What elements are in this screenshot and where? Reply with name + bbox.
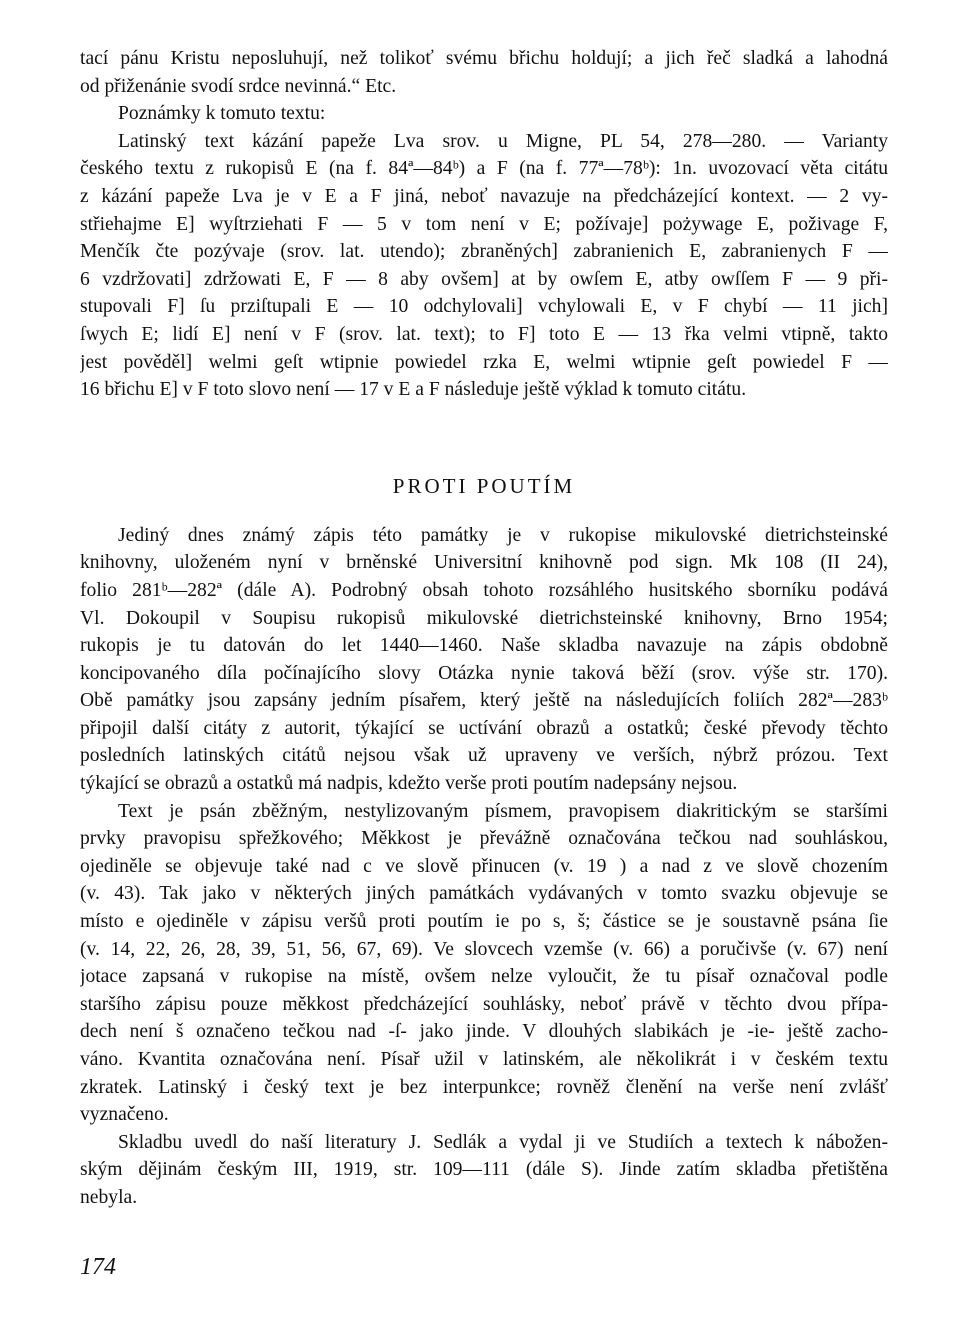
text-line: zkratek. Latinský i český text je bez interpunkce; rovněž členění na verše není zvlášť: [80, 1076, 888, 1098]
text-line: ſwych E; lidí E] není v F (srov. lat. text); to F] toto E — 13 řka velmi vtipně, takto: [80, 323, 888, 345]
text-line: Jediný dnes známý zápis této památky je v rukopise mikulovské dietrichsteinské: [118, 524, 888, 546]
text-line: staršího zápisu pouze měkkost předcházející souhlásky, neboť právě v těchto dvou přípa-: [80, 993, 888, 1015]
text-line: folio 281ᵇ—282ª (dále A). Podrobný obsah tohoto rozsáhlého husitského sborníku podává: [80, 579, 888, 601]
text-line: vyznačeno.: [80, 1104, 169, 1126]
text-line: týkající se obrazů a ostatků má nadpis, kdežto verše proti poutím nadepsány nejsou.: [80, 773, 738, 795]
text-line: z kázání papeže Lva je v E a F jiná, neboť navazuje na předcházející kontext. — 2 vy-: [80, 185, 888, 207]
notes-heading: Poznámky k tomuto textu:: [118, 103, 326, 125]
text-line: ským dějinám českým III, 1919, str. 109—111 (dále S). Jinde zatím skladba přetištěna: [80, 1159, 888, 1181]
paragraph-1: [80, 522, 888, 798]
text-line: připojil další citáty z autorit, týkající se uctívání obrazů a ostatků; české převody těchto: [80, 717, 888, 739]
text-line: českého textu z rukopisů E (na f. 84ª—84ᵇ) a F (na f. 77ª—78ᵇ): 1n. uvozovací věta citátu: [80, 158, 888, 180]
text-line: (v. 14, 22, 26, 28, 39, 51, 56, 67, 69). Ve slovcech vzemše (v. 66) a poručivše (v. 67) není: [80, 938, 888, 960]
text-line: 6 vzdržovati] zdržowati E, F — 8 aby ovšem] at by owſem E, atby owſſem F — 9 při-: [80, 268, 888, 290]
text-line: dech není š označeno tečkou nad -ſ- jako jinde. V dlouhých slabikách je -ie- ještě zacho-: [80, 1021, 888, 1043]
text-line: jotace zapsaná v rukopise na místě, ovšem nelze vyloučit, že tu písař označoval podle: [80, 966, 888, 988]
text-line: váno. Kvantita označována není. Písař užil v latinském, ale několikrát i v českém textu: [80, 1049, 888, 1070]
text-line: 16 břichu E] v F toto slovo není — 17 v E a F následuje ještě výklad k tomuto citátu.: [80, 379, 747, 401]
text-line: Vl. Dokoupil v Soupisu rukopisů mikulovské dietrichsteinské knihovny, Brno 1954;: [80, 607, 888, 629]
text-line: koncipovaného díla počínajícího slovy Otázka nynie taková běží (srov. výše str. 170).: [80, 662, 888, 684]
text-line: knihovny, uloženém nyní v brněnské Universitní knihovně pod sign. Mk 108 (II 24),: [80, 552, 888, 574]
text-line: stupovali F] ſu prziſtupali E — 10 odchylovali] vchylowali E, v F chybí — 11 jich]: [80, 296, 888, 318]
text-line: rukopis je tu datován do let 1440—1460. Naše skladba navazuje na zápis obdobně: [80, 635, 888, 657]
section-heading: PROTI POUTÍM: [392, 473, 576, 498]
text-line: Skladbu uvedl do naší literatury J. Sedlák a vydal ji ve Studiích a textech k nábožen-: [118, 1131, 888, 1153]
text-line: jest pověděl] welmi geſt wtipnie powiedel rzka E, welmi wtipnie geſt powiedel F —: [80, 351, 888, 373]
text-line: místo e ojediněle v zápisu veršů proti poutím ie po s, š; částice se je soustavně psána ſie: [80, 911, 888, 933]
text-line: tací pánu Kristu neposluhují, než tolikoť svému břichu holdují; a jich řeč sladká a lahodná: [80, 48, 888, 69]
text-line: Latinský text kázání papeže Lva srov. u Migne, PL 54, 278—280. — Varianty: [118, 130, 888, 152]
text-line: posledních latinských citátů nejsou však už upraveny ve verších, nýbrž prózou. Text: [80, 745, 888, 767]
text-line: prvky pravopisu spřežkového; Měkkost je převážně označována tečkou nad souhláskou,: [80, 828, 888, 850]
text-line: Text je psán zběžným, nestylizovaným písmem, pravopisem diakritickým se staršími: [118, 800, 888, 822]
paragraph-3: [80, 1129, 888, 1212]
text-line: Menčík čte pozývaje (srov. lat. utendo); zbraněných] zabranienich E, zabranienych F —: [80, 241, 888, 263]
page-number: 174: [80, 1254, 116, 1280]
text-line: (v. 43). Tak jako v některých jiných památkách vydávaných v tomto svazku objevuje se: [80, 883, 888, 905]
text-line: Obě památky jsou zapsány jedním písařem, který ještě na následujících foliích 282ª—283ᵇ: [80, 690, 888, 712]
page-body: [80, 45, 888, 1212]
notes-block: [80, 45, 888, 404]
text-line: střiehajme E] wyſtrziehati F — 5 v tom není v E; požívaje] pożywage E, poživage F,: [80, 213, 888, 235]
text-line: od přiženánie svodí srdce nevinná.“ Etc.: [80, 75, 397, 97]
text-line: ojediněle se objevuje také nad c ve slově přinucen (v. 19 ) a nad z ve slově chozením: [80, 855, 888, 877]
text-line: nebyla.: [80, 1186, 138, 1208]
paragraph-2: [80, 798, 888, 1129]
